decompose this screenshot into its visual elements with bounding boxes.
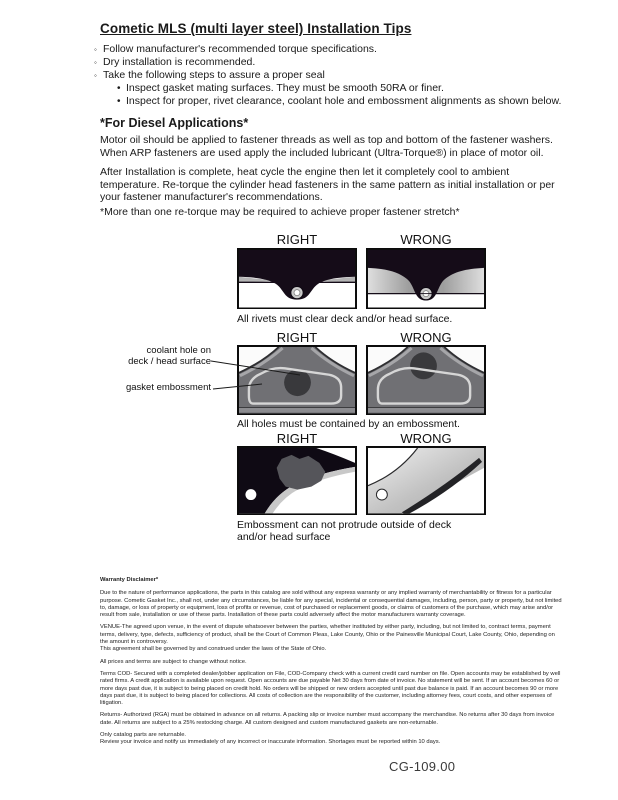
diesel-section-heading: *For Diesel Applications* <box>100 116 249 130</box>
diesel-paragraph-1: Motor oil should be applied to fastener threads as well as top and bottom of the fastener washers. When ARP fasteners are used apply the included lubricant (Ultra-Torque®) in place of motor oil. <box>100 134 553 159</box>
prices-terms-line: All prices and terms are subject to change without notice. <box>100 658 247 665</box>
list-item <box>94 82 572 95</box>
wrong-label: WRONG <box>400 431 452 446</box>
embossment-right-diagram <box>237 446 357 515</box>
installation-tips-list <box>94 43 572 108</box>
right-label: RIGHT <box>276 232 318 247</box>
rivet-diagram-row <box>237 232 497 327</box>
warranty-disclaimer-section <box>100 577 562 752</box>
tip-text: Inspect gasket mating surfaces. They must be smooth 50RA or finer. <box>126 82 444 94</box>
tip-text: Dry installation is recommended. <box>103 56 256 68</box>
warranty-paragraph: Due to the nature of performance applications, the parts in this catalog are sold without any express warranty or any implied warranty of merchantability or fitness for a particular purpose. Cometic Gasket Inc., shall not, under any circumstances, be liable for any special, incidental or consequential damages, including, person, party or property, but not limited to, damage, or loss of property or equipment, loss of profits or revenue, cost of purchased or replacement goods, or claims of customers of the purchase, which may arise and/or result from sale, installation or use of these parts. Installation of these parts could adversely affect the motor manufacturers warranty coverage. <box>100 590 562 619</box>
tip-text: Take the following steps to assure a proper seal <box>103 69 325 81</box>
gasket-embossment-label: gasket embossment <box>125 382 211 393</box>
right-label: RIGHT <box>276 431 318 446</box>
open-bullet-icon: ◦ <box>94 45 97 54</box>
embossment-caption: Embossment can not protrude outside of deck and/or head surface <box>237 519 452 543</box>
wrong-label: WRONG <box>400 330 452 345</box>
catalog-parts-line: Only catalog parts are returnable. <box>100 732 187 739</box>
list-item <box>94 69 572 82</box>
returns-paragraph: Returns- Authorized (RGA) must be obtained in advance on all returns. A packing slip or invoice number must accompany the merchandise. No returns after 30 days from invoice date. All returns are subject to a 25% restocking charge. All custom designed and custom manufactured gaskets are non-returnable. <box>100 712 555 726</box>
right-label: RIGHT <box>276 330 318 345</box>
filled-bullet-icon: • <box>117 83 121 94</box>
list-item <box>94 56 572 69</box>
rivet-wrong-diagram <box>366 248 486 309</box>
retorque-note: *More than one re-torque may be required to achieve proper fastener stretch* <box>100 206 460 218</box>
tip-text: Inspect for proper, rivet clearance, coolant hole and embossment alignments as shown below. <box>126 95 562 107</box>
embossment-diagram-row <box>237 431 497 543</box>
open-bullet-icon: ◦ <box>94 71 97 80</box>
filled-bullet-icon: • <box>117 96 121 107</box>
governing-law-line: This agreement shall be governed by and construed under the laws of the State of Ohio. <box>100 646 327 653</box>
list-item <box>94 95 572 108</box>
venue-paragraph: VENUE-The agreed upon venue, in the event of dispute whatsoever between the parties, whether instituted by either party, including, but not limited to, contract terms, payment terms, delivery, type, defects, sufficiency of product, shall be the Court of Common Pleas, Lake County, Ohio or the Painesville Municipal Court, Lake County, Ohio, depending on the amount in controversy. <box>100 624 555 646</box>
rivet-right-diagram <box>237 248 357 309</box>
pointer-lines <box>205 350 305 395</box>
page-title: Cometic MLS (multi layer steel) Installation Tips <box>100 21 412 36</box>
warranty-title: Warranty Disclaimer* <box>100 577 159 583</box>
tip-text: Follow manufacturer's recommended torque specifications. <box>103 43 377 55</box>
wrong-label: WRONG <box>400 232 452 247</box>
invoice-review-line: Review your invoice and notify us immediately of any incorrect or inaccurate information. Shortages must be reported within 10 days. <box>100 739 441 746</box>
coolant-hole-wrong-diagram <box>366 345 486 415</box>
list-item <box>94 43 572 56</box>
embossment-wrong-diagram <box>366 446 486 515</box>
open-bullet-icon: ◦ <box>94 58 97 67</box>
holes-caption: All holes must be contained by an embossment. <box>237 418 460 430</box>
terms-cod-paragraph: Terms COD- Secured with a completed dealer/jobber application on File, COD-Company check with a current credit card number on file. Open accounts may be established by well rated firms. A credit application is available upon request. Open accounts are due payable Net 30 days from date of invoice. No statement will be sent. If an account becomes 60 or more days past due, it is subject to being placed on credit hold. No orders will be shipped or new orders accepted until past due balance is paid. If an account becomes 90 or more days past due, it is subject to being placed for collections. All costs of collection are the responsibility of the customer, including attorney fees, court costs, and other expenses of litigation. <box>100 670 561 707</box>
page-code: CG-109.00 <box>389 759 456 774</box>
coolant-hole-label: coolant hole on deck / head surface <box>128 345 211 367</box>
rivet-caption: All rivets must clear deck and/or head surface. <box>237 313 453 325</box>
diesel-paragraph-2: After Installation is complete, heat cycle the engine then let it completely cool to ambient temperature. Re-torque the cylinder head fasteners in the same pattern as initial installation or per your fastener manufacturer's recommendations. <box>100 166 555 204</box>
